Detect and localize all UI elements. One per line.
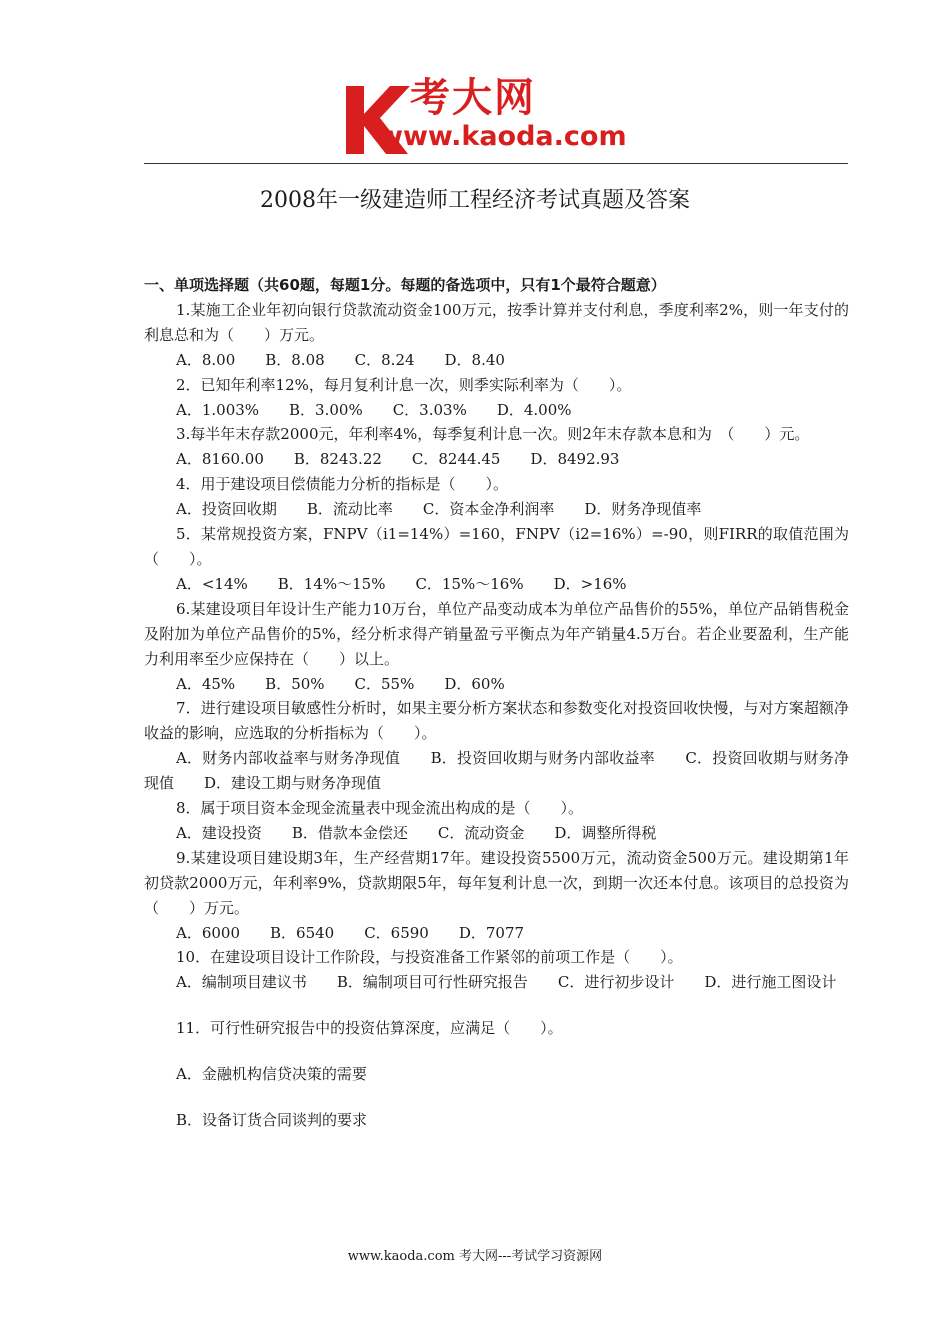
- kaoda-logo: [340, 76, 660, 160]
- question-content: [144, 273, 849, 1133]
- option-line: A．8.00 B．8.08 C．8.24 D．8.40: [176, 350, 505, 369]
- question-text: A．编制项目建议书 B．编制项目可行性研究报告 C．进行初步设计 D．进行施工图设计: [176, 973, 837, 992]
- option-line: A．6000 B．6540 C．6590 D．7077: [176, 923, 525, 942]
- page-footer: www.kaoda.com 考大网---考试学习资源网: [347, 1249, 603, 1264]
- question-text: 9.某建设项目建设期3年，生产经营期17年。建设投资5500万元，流动资金500万元。建设期第1年初贷款2000万元，年利率9%，贷款期限5年，每年复利计息一次，到期一次还本付息。该项目的总投资为（ ）万元。: [144, 848, 849, 917]
- question-text: 11．可行性研究报告中的投资估算深度，应满足（ ）。: [176, 1019, 563, 1038]
- question-list: [144, 298, 849, 1133]
- option-line: A．金融机构信贷决策的需要: [176, 1065, 367, 1084]
- option-line: A．8160.00 B．8243.22 C．8244.45 D．8492.93: [176, 450, 620, 469]
- option-line: A．1.003% B．3.00% C．3.03% D．4.00%: [176, 400, 572, 419]
- question-text: A．财务内部收益率与财务净现值 B．投资回收期与财务内部收益率 C．投资回收期与财务净现值 D．建设工期与财务净现值: [144, 749, 849, 793]
- question-text: 6.某建设项目年设计生产能力10万台，单位产品变动成本为单位产品售价的55%，单位产品销售税金及附加为单位产品售价的5%，经分析求得产销量盈亏平衡点为年产销量4.5万台。若企业要盈利，生产能力利用率至少应保持在（ ）以上。: [144, 599, 849, 668]
- question-text: 3.每半年末存款2000元，年利率4%，每季复利计息一次。则2年末存款本息和为 （ ）元。: [176, 425, 810, 444]
- option-line: A．投资回收期 B．流动比率 C．资本金净利润率 D．财务净现值率: [176, 500, 702, 519]
- section-heading: 一、单项选择题（共60题，每题1分。每题的备选项中，只有1个最符合题意）: [144, 276, 666, 294]
- option-line: A．建设投资 B．借款本金偿还 C．流动资金 D．调整所得税: [176, 823, 657, 842]
- logo-url[interactable]: www.kaoda.com: [378, 121, 627, 152]
- question-text: 1.某施工企业年初向银行贷款流动资金100万元，按季计算并支付利息，季度利率2%，则一年支付的利息总和为（ ）万元。: [144, 300, 849, 344]
- question-text: 2．已知年利率12%，每月复利计息一次，则季实际利率为（ ）。: [176, 375, 632, 394]
- header-rule: [144, 163, 848, 164]
- question-text: 7．进行建设项目敏感性分析时，如果主要分析方案状态和参数变化对投资回收快慢，与对方案超额净收益的影响，应选取的分析指标为（ ）。: [144, 699, 849, 743]
- logo-name: 考大网: [410, 75, 536, 121]
- question-text: 5．某常规投资方案，FNPV（i1=14%）=160，FNPV（i2=16%）=-90，则FIRR的取值范围为（ ）。: [144, 525, 849, 568]
- option-line: A．<14% B．14%～15% C．15%～16% D．>16%: [176, 574, 627, 593]
- question-text: 10．在建设项目设计工作阶段，与投资准备工作紧邻的前项工作是（ ）。: [176, 948, 683, 967]
- page-title: 2008年一级建造师工程经济考试真题及答案: [260, 188, 690, 213]
- question-text: 8．属于项目资本金现金流量表中现金流出构成的是（ ）。: [176, 799, 584, 818]
- option-line: B．设备订货合同谈判的要求: [176, 1111, 368, 1130]
- option-line: A．45% B．50% C．55% D．60%: [176, 674, 505, 693]
- question-text: 4．用于建设项目偿债能力分析的指标是（ ）。: [176, 475, 509, 494]
